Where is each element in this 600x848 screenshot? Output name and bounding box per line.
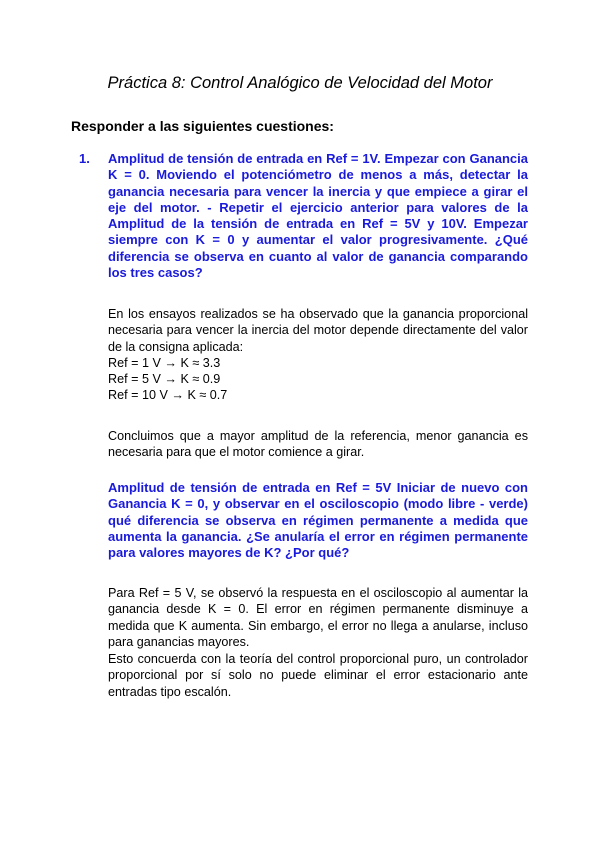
answer-1-value-ref1: Ref = 1 V → K ≈ 3.3 [108, 355, 221, 370]
answer-1-intro: En los ensayos realizados se ha observado que la ganancia proporcional necesaria para vencer la inercia del motor depende directamente del valor de la consigna aplicada: [108, 307, 528, 354]
question-1: Amplitud de tensión de entrada en Ref = 1V. Empezar con Ganancia K = 0. Moviendo el potenciómetro de menos a más, detectar la ganancia necesaria para vencer la inercia y que empiece a girar el eje del motor. - Repetir el ejercicio anterior para valores de la Amplitud de la tensión de entrada en Ref = 5V y 10V. Empezar siempre con K = 0 y aumentar el valor progresivamente. ¿Qué diferencia se observa en cuanto al valor de ganancia comparando los tres casos? [108, 151, 528, 281]
answer-1 [108, 306, 528, 404]
page-title: Práctica 8: Control Analógico de Velocidad del Motor [107, 74, 493, 92]
answer-1-value-ref10: Ref = 10 V → K ≈ 0.7 [108, 388, 228, 403]
answer-2-paragraph-2: Esto concuerda con la teoría del control proporcional puro, un controlador proporcional por sí solo no puede eliminar el error estacionario ante entradas tipo escalón. [108, 652, 528, 699]
answer-2-paragraph-1: Para Ref = 5 V, se observó la respuesta en el osciloscopio al aumentar la ganancia desde K = 0. El error en régimen permanente disminuye a medida que K aumenta. Sin embargo, el error no llega a anularse, incluso para ganancias mayores. [108, 586, 528, 649]
answer-1-conclusion: Concluimos que a mayor amplitud de la referencia, menor ganancia es necesaria para que el motor comience a girar. [108, 429, 528, 460]
question-2: Amplitud de tensión de entrada en Ref = 5V Iniciar de nuevo con Ganancia K = 0, y observar en el osciloscopio (modo libre - verde) qué diferencia se observa en régimen permanente a medida que aumenta la ganancia. ¿Se anularía el error en régimen permanente para valores mayores de K? ¿Por qué? [108, 480, 528, 561]
item-number: 1. [79, 151, 90, 166]
section-subtitle: Responder a las siguientes cuestiones: [71, 118, 334, 134]
answer-1-value-ref5: Ref = 5 V → K ≈ 0.9 [108, 372, 221, 387]
